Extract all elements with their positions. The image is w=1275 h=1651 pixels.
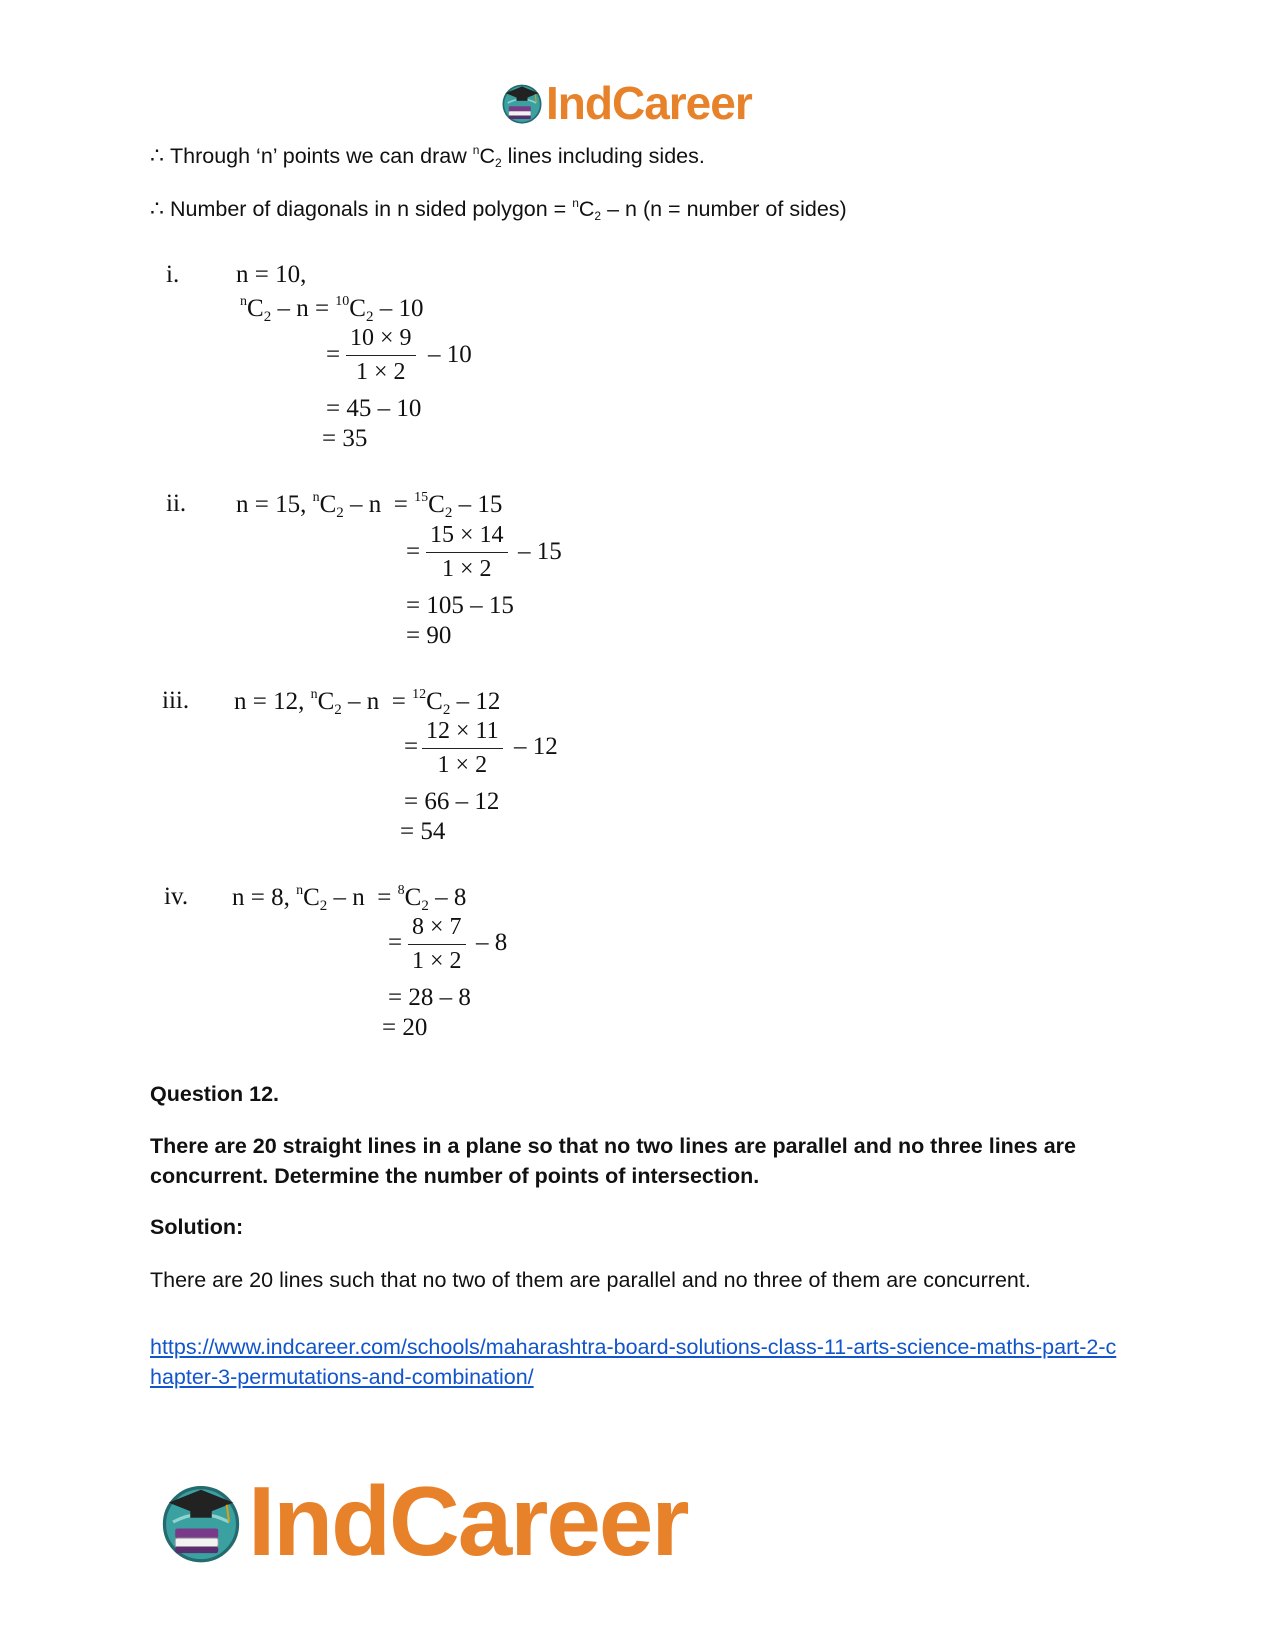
source-link[interactable]: https://www.indcareer.com/schools/maharashtra-board-solutions-class-11-arts-science-maths-part-2-chapter-3-permutations-and-combination/ xyxy=(150,1335,1117,1389)
combination-symbol: C xyxy=(247,295,264,322)
superscript: n xyxy=(296,883,304,898)
intro-line-1 xyxy=(150,143,705,170)
solution-text: There are 20 lines such that no two of them are parallel and no three of them are concurrent. xyxy=(150,1268,1031,1292)
fraction-denominator: 1 × 2 xyxy=(412,948,462,974)
superscript: n xyxy=(472,143,480,157)
superscript: n xyxy=(240,294,247,309)
part-iii-head xyxy=(234,687,500,719)
fraction-numerator: 8 × 7 xyxy=(408,914,466,945)
question-text: There are 20 straight lines in a plane so that no two lines are parallel and no three lines are concurrent. Determine the number of points of intersection. xyxy=(150,1134,1076,1188)
logo-wordmark: IndCareer xyxy=(546,77,752,129)
equals-sign: = xyxy=(326,341,341,368)
intro-text: Through ‘n’ points we can draw xyxy=(170,144,473,168)
header-logo xyxy=(500,76,752,130)
fraction-numerator: 12 × 11 xyxy=(422,718,503,749)
superscript: 8 xyxy=(397,883,405,898)
part-i-expression xyxy=(240,294,423,326)
superscript: n xyxy=(572,196,579,210)
math-text: – n = xyxy=(341,688,413,715)
indcareer-logo-icon xyxy=(500,81,544,125)
combination-symbol: C xyxy=(404,884,422,911)
math-text: – 15 xyxy=(452,491,503,518)
combination-symbol: C xyxy=(317,688,335,715)
equals-sign: = xyxy=(406,538,421,565)
fraction xyxy=(426,522,508,583)
part-numeral: ii. xyxy=(166,490,187,517)
subscript: 2 xyxy=(319,898,328,914)
math-text: – 12 xyxy=(450,688,501,715)
subscript: 2 xyxy=(365,309,374,325)
math-text: – 10 xyxy=(373,295,424,322)
subscript: 2 xyxy=(594,209,602,223)
subscript: 2 xyxy=(494,156,502,170)
therefore-symbol: ∴ xyxy=(150,143,164,168)
fraction-denominator: 1 × 2 xyxy=(356,359,406,385)
part-i-head: n = 10, xyxy=(236,261,307,288)
fraction-tail: – 8 xyxy=(476,929,508,956)
fraction xyxy=(346,325,416,386)
fraction-tail: – 15 xyxy=(518,538,562,565)
subscript: 2 xyxy=(421,898,429,914)
solution-label: Solution: xyxy=(150,1215,244,1239)
footer-logo xyxy=(158,1465,688,1578)
fraction xyxy=(408,914,466,975)
part-iv-head xyxy=(232,883,466,915)
intro-text: – n (n = number of sides) xyxy=(601,197,847,221)
step: = 105 – 15 xyxy=(406,592,514,619)
part-numeral: iii. xyxy=(162,687,190,714)
result: = 90 xyxy=(406,622,452,649)
step: = 28 – 8 xyxy=(388,984,471,1011)
fraction-numerator: 15 × 14 xyxy=(426,522,508,553)
fraction-tail: – 10 xyxy=(428,341,472,368)
math-text: – 8 xyxy=(428,884,467,911)
superscript: n xyxy=(310,687,318,702)
combination-symbol: C xyxy=(479,144,495,168)
math-text: – n = xyxy=(327,884,398,911)
subscript: 2 xyxy=(263,309,272,325)
therefore-symbol: ∴ xyxy=(150,196,164,221)
equals-sign: = xyxy=(404,733,419,760)
math-text: n = 12, xyxy=(234,688,311,715)
step: = 66 – 12 xyxy=(404,788,500,815)
combination-symbol: C xyxy=(303,884,320,911)
result: = 20 xyxy=(382,1014,428,1041)
intro-text: lines including sides. xyxy=(501,144,705,168)
math-text: n = 8, xyxy=(232,884,297,911)
logo-wordmark: IndCareer xyxy=(248,1466,688,1576)
math-text: – n = xyxy=(343,491,415,518)
superscript: n xyxy=(312,490,320,505)
subscript: 2 xyxy=(334,702,342,718)
fraction-denominator: 1 × 2 xyxy=(437,752,488,778)
superscript: 10 xyxy=(335,294,350,309)
combination-symbol: C xyxy=(426,688,443,715)
part-ii-head xyxy=(236,490,502,522)
combination-symbol: C xyxy=(349,295,366,322)
combination-symbol: C xyxy=(319,491,337,518)
fraction-tail: – 12 xyxy=(514,733,558,760)
math-text: n = 15, xyxy=(236,491,313,518)
math-text: – n = xyxy=(271,295,336,322)
subscript: 2 xyxy=(442,702,451,718)
part-numeral: iv. xyxy=(164,883,189,910)
superscript: 12 xyxy=(412,687,427,702)
part-numeral: i. xyxy=(166,261,180,288)
indcareer-logo-icon xyxy=(158,1479,244,1565)
superscript: 15 xyxy=(414,490,429,505)
result: = 54 xyxy=(400,818,446,845)
equals-sign: = xyxy=(388,929,403,956)
intro-text: Number of diagonals in n sided polygon = xyxy=(170,197,573,221)
step: = 45 – 10 xyxy=(326,395,422,422)
combination-symbol: C xyxy=(578,197,595,221)
subscript: 2 xyxy=(336,505,344,521)
fraction xyxy=(422,718,503,779)
fraction-denominator: 1 × 2 xyxy=(442,556,492,582)
combination-symbol: C xyxy=(428,491,445,518)
subscript: 2 xyxy=(444,505,453,521)
result: = 35 xyxy=(322,425,368,452)
intro-line-2 xyxy=(150,196,847,223)
question-label: Question 12. xyxy=(150,1082,280,1106)
fraction-numerator: 10 × 9 xyxy=(346,325,416,356)
